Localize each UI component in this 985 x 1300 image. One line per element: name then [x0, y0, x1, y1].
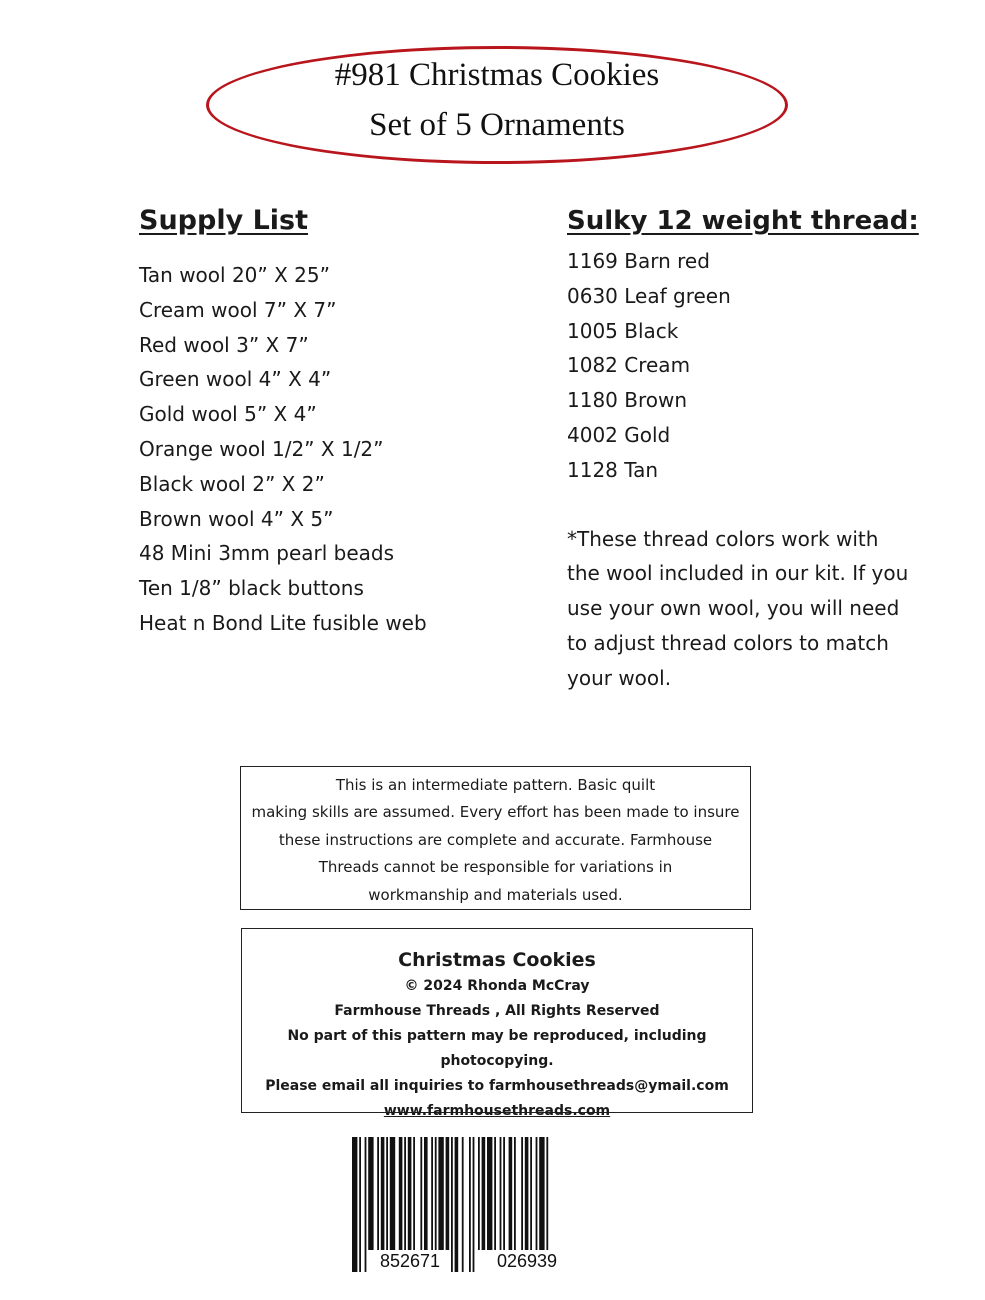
supply-list-heading: Supply List — [139, 205, 309, 236]
disclaimer-line: This is an intermediate pattern. Basic quilt — [335, 776, 656, 794]
thread-item: 1128 Tan — [567, 457, 659, 482]
thread-item: 4002 Gold — [567, 422, 671, 447]
thread-item: 1180 Brown — [567, 388, 688, 413]
title-line-2: Set of 5 Ornaments — [369, 107, 625, 143]
supply-item: Cream wool 7” X 7” — [139, 297, 337, 322]
thread-note-line: use your own wool, you will need — [567, 596, 900, 621]
supply-item: Red wool 3” X 7” — [139, 332, 309, 357]
copyright-line: Please email all inquiries to farmhousethreads@ymail.com — [265, 1078, 729, 1094]
supply-item: Gold wool 5” X 4” — [139, 402, 317, 427]
barcode-bar — [359, 1137, 361, 1272]
thread-note-line: *These thread colors work with — [567, 526, 879, 551]
supply-list — [139, 258, 539, 641]
supply-item: Black wool 2” X 2” — [139, 471, 325, 496]
copyright-line: No part of this pattern may be reproduced, including photocopying. — [287, 1028, 707, 1069]
pattern-title — [206, 50, 788, 150]
thread-section — [567, 204, 947, 696]
thread-item: 0630 Leaf green — [567, 283, 731, 308]
title-line-1: #981 Christmas Cookies — [334, 57, 660, 93]
barcode-bar — [473, 1137, 475, 1272]
barcode — [352, 1137, 612, 1272]
copyright-box — [241, 928, 753, 1119]
barcode-digits-left: 852671 — [379, 1251, 441, 1271]
supply-item: Brown wool 4” X 5” — [139, 506, 334, 531]
website-link[interactable]: www.farmhousethreads.com — [383, 1103, 611, 1119]
disclaimer-line: Threads cannot be responsible for variations in — [318, 858, 673, 877]
disclaimer-box — [240, 766, 751, 910]
supply-item: Ten 1/8” black buttons — [139, 576, 364, 601]
thread-note-line: the wool included in our kit. If you — [567, 561, 909, 586]
supply-item: Heat n Bond Lite fusible web — [139, 610, 427, 635]
supply-item: Green wool 4” X 4” — [139, 367, 332, 392]
barcode-bar — [455, 1137, 459, 1272]
supply-item: 48 Mini 3mm pearl beads — [139, 541, 395, 566]
thread-item: 1005 Black — [567, 318, 679, 343]
supply-item: Tan wool 20” X 25” — [139, 263, 330, 287]
disclaimer-line: making skills are assumed. Every effort has been made to insure — [251, 803, 740, 822]
thread-item: 1082 Cream — [567, 353, 691, 378]
supply-list-section — [139, 204, 539, 641]
thread-heading: Sulky 12 weight thread: — [567, 206, 919, 236]
disclaimer-line: workmanship and materials used. — [368, 885, 623, 904]
barcode-bar — [365, 1137, 367, 1272]
thread-list — [567, 244, 947, 488]
copyright-title: Christmas Cookies — [398, 949, 596, 971]
copyright-line: © 2024 Rhonda McCray — [404, 978, 590, 994]
thread-note-line: to adjust thread colors to match — [567, 630, 889, 655]
barcode-bar — [352, 1137, 357, 1272]
disclaimer-line: these instructions are complete and accurate. Farmhouse — [278, 830, 713, 849]
barcode-bar — [462, 1137, 464, 1272]
supply-item: Orange wool 1/2” X 1/2” — [139, 436, 384, 461]
thread-note-line: your wool. — [567, 665, 672, 690]
barcode-bar — [451, 1137, 453, 1272]
copyright-line: Farmhouse Threads , All Rights Reserved — [334, 1003, 660, 1019]
thread-item: 1169 Barn red — [567, 249, 710, 273]
thread-note — [567, 522, 947, 696]
barcode-digits-right: 026939 — [496, 1251, 558, 1271]
barcode-bar — [469, 1137, 471, 1272]
